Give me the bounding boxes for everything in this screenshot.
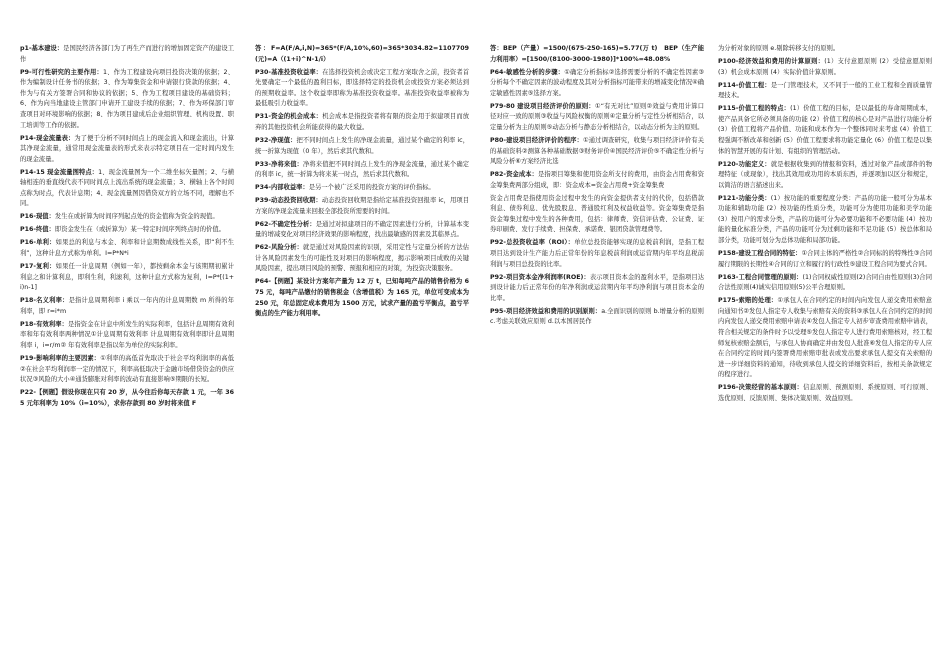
entry-paragraph bbox=[20, 168, 234, 210]
text-column-3 bbox=[490, 44, 704, 330]
entry-term: P32-净现值： bbox=[255, 136, 297, 144]
entry-body: ①确定分析指标②选择需要分析的不确定性因素③分析每个不确定因素的波动程度及其对分析指标可能带来的增减变化情况④确定敏感性因素⑤选择方案。 bbox=[490, 68, 704, 97]
entry-paragraph bbox=[255, 220, 469, 241]
entry-term: P92-总投资收益率（ROI）： bbox=[490, 239, 575, 247]
entry-body: 就是根据收集到的情报和资料，透过对象产品或部件的物理特征（或现象），找出其效用或功用的本质东西，并逐项加以区分和规定，以简洁的语言描述出来。 bbox=[718, 160, 933, 189]
entry-body: ①承包人在合同约定的时间内向发包人递交费用索赔意向通知书②发包人指定专人收集与索赔有关的资料③承包人在合同约定的时间内向发包人递交费用索赔申请表④发包人指定专人初步审查费用索赔申请表，符合相关规定的条件时予以受理⑤发包人指定专人进行费用索赔核对，经工程师复核索赔金额后，与承包人协商确定并由发包人批准⑥发包人指定的专人应在合同约定的时间内签署费用索赔审批表或发出要求承包人提交有关索赔的进一步详细资料的通知，待收到承包人提交的详细资料后，按相关条款规定的程序进行。 bbox=[718, 297, 932, 379]
entry-term: P64-敏感性分析的步骤： bbox=[490, 68, 565, 76]
entry-term: p1-基本建设： bbox=[20, 45, 64, 52]
text-column-4 bbox=[718, 44, 932, 407]
entry-body: 是通过对拟建项目的不确定因素进行分析，计算基本变量的增减变化对项目经济效果的影响程度，找出最敏感的因素及其临界点。 bbox=[255, 220, 469, 239]
entry-term: P14-现金流量表： bbox=[20, 134, 75, 142]
entry-paragraph bbox=[490, 273, 704, 305]
entry-paragraph bbox=[255, 160, 469, 181]
entry-body: 资金占用费是指使用资金过程中发生的向资金提供者支付的代价，包括借款利息、债券利息、优先股股息、普通股红利及权益收益等。资金筹集费是指资金筹集过程中发生的各种费用，包括：律师费、资信评估费、公证费、证券印刷费、发行手续费、担保费、承诺费、银团贷款管理费等。 bbox=[490, 194, 704, 234]
entry-body: 为分析对象的原则 e.剔除转移支付的原则。 bbox=[718, 45, 840, 52]
entry-term: 答：F=A(F/A,i,N)=365*(F/A,10%,60)=365*3034.82=1107709(元)=A（(1+i)^N-1/i） bbox=[255, 45, 469, 63]
entry-term: P9-可行性研究的主要作用： bbox=[20, 68, 103, 76]
entry-paragraph bbox=[490, 44, 704, 65]
entry-body: ①“有无对比”原则②效益与费用计算口径对应一致的原则③收益与风险权衡的原则④定量分析与定性分析相结合，以定量分析为主的原则⑤动态分析与静态分析相结合，以动态分析为主的原则。 bbox=[490, 102, 704, 131]
entry-body: 是指计息周期利率 i 乘以一年内的计息周期数 m 所得的年利率，即 r=i*m bbox=[20, 297, 235, 315]
entry-body: 是指资金在计息中所发生的实际利率，包括计息周期有效利率和年有效利率两种情况①计息周期有效利率 计息周期有效利率即计息周期利率 i，i=r/m② 年有效利率是指以年为单位的实际利率。 bbox=[20, 320, 235, 349]
entry-paragraph bbox=[20, 238, 234, 259]
entry-term: P18-有效利率： bbox=[20, 320, 69, 328]
entry-body: ①利率的高低首先取决于社会平均利润率的高低②在社会平均利润率一定的情况下，利率高低取决于金融市场借贷资金的供应状况③风险的大小④通货膨胀对利率的波动有直接影响⑤期限的长短。 bbox=[20, 354, 234, 384]
entry-paragraph bbox=[490, 238, 704, 270]
entry-body: (1）价值工程的目标，是以最低的寿命周期成本，使产品具备它所必须具备的功能 (2）价值工程的核心是对产品进行功能分析 (3）价值工程将产品价值、功能和成本作为一个整体同时来考虑 (4）价值工程强调不断改革和创新 (5）价值工程要求将功能定量化 (6）价值工程是以集体的智慧开展的有计划、有组织的管理活动。 bbox=[718, 105, 933, 155]
entry-body: 信息原则、预测原则、系统原则、可行原则、选优原则、反馈原则、集体决策原则、效益原则。 bbox=[718, 384, 933, 402]
entry-paragraph bbox=[20, 44, 234, 65]
entry-body: 表示项目资本金的盈利水平，是指项目达到设计能力后正常年份的年净利润或运营期内年平均净利润与项目资本金的比率。 bbox=[490, 273, 704, 302]
entry-term: P31-资金的机会成本： bbox=[255, 113, 323, 121]
entry-body: 是指项目筹集和使用资金所支付的费用，由资金占用费和资金筹集费两部分组成，即：资金成本=资金占用费+资金筹集费 bbox=[490, 171, 705, 189]
entry-paragraph bbox=[490, 68, 704, 100]
entry-paragraph bbox=[718, 273, 932, 294]
entry-body: (1）支付意愿原则 (2）受偿意愿原则 (3）机会成本原则 (4）实际价值计算原则。 bbox=[718, 57, 932, 76]
entry-body: 动态投资回收期是指给定基准投资回报率 ic，用项目方案的净现金流量来回报全部投资所需要的时间。 bbox=[255, 197, 469, 215]
entry-term: P34-内部收益率： bbox=[255, 184, 309, 192]
entry-term: P22-【例题】假设你现在只有 20 岁，从今往后你每天存款 1 元，一年 365 元年利率为 10%（i=10%），求你存款到 80 岁时将来值 F bbox=[20, 389, 234, 407]
entry-body: 如果总的利息与本金、利率和计息期数成线性关系，即“利不生利”，这种计息方式称为单利。I=P*N*i bbox=[20, 239, 234, 258]
entry-term: P120-功能定义： bbox=[718, 160, 771, 168]
entry-term: P18-名义利率： bbox=[20, 297, 69, 305]
entry-term: P163-工程合同管理的原则： bbox=[718, 273, 803, 281]
entry-paragraph bbox=[718, 296, 932, 381]
entry-paragraph bbox=[718, 104, 932, 157]
entry-term: P80-建设项目经济评价的程序： bbox=[490, 136, 583, 144]
entry-body: 发生在或折算为时间序列起点处的资金值称为资金的现值。 bbox=[54, 213, 219, 221]
entry-paragraph bbox=[718, 57, 932, 78]
entry-paragraph bbox=[20, 388, 234, 409]
entry-paragraph bbox=[718, 383, 932, 404]
entry-paragraph bbox=[255, 243, 469, 275]
entry-body: 即资金发生在（或折算为）某一特定时间序列终点时的价值。 bbox=[54, 226, 225, 234]
entry-term: P19-影响利率的主要因素： bbox=[20, 354, 101, 362]
entry-term: P62-风险分析： bbox=[255, 244, 304, 252]
entry-term: P62-不确定性分析： bbox=[255, 220, 316, 228]
entry-body: 是国民经济各部门为了再生产而进行的增加固定资产的建设工作 bbox=[20, 45, 234, 63]
entry-paragraph bbox=[20, 296, 234, 317]
entry-body: 如果任一计息周期（例如一年），都按剩余本金与该期期初累计利息之和计算利息，即利生利，利滚利，这种计息方式称为复利，I=P*[(1+i)n-1] bbox=[20, 263, 234, 292]
entry-paragraph bbox=[490, 307, 704, 328]
entry-body: 是另一个被广泛采用的投资方案的评价指标。 bbox=[308, 184, 435, 192]
entry-body: 把不同时间点上发生的净现金流量，通过某个确定的利率 ic，统一折算为现值（0 年），然后求其代数和。 bbox=[255, 136, 469, 155]
entry-body: ①通过调查研究，收集与项目经济评价有关的基础资料②测算各种基础数据③财务评价④国民经济评价⑤不确定性分析与风险分析⑥方案经济比选 bbox=[490, 136, 704, 166]
text-column-1 bbox=[20, 44, 234, 412]
entry-term: P121-功能分类： bbox=[718, 194, 771, 202]
entry-term: P79-80 建设项目经济评价的原则： bbox=[490, 102, 595, 110]
entry-term: P16-终值： bbox=[20, 226, 55, 234]
entry-term: P100-经济效益和费用的计算原则： bbox=[718, 57, 825, 65]
entry-paragraph bbox=[20, 262, 234, 294]
entry-term: P14-15 现金流量图特点： bbox=[20, 168, 99, 176]
entry-paragraph bbox=[490, 170, 704, 191]
entry-paragraph bbox=[20, 68, 234, 132]
entry-paragraph bbox=[20, 225, 234, 236]
entry-term: P95-项目经济效益和费用的识别原则： bbox=[490, 307, 602, 315]
entry-term: P17-复利： bbox=[20, 263, 56, 271]
entry-term: P196-决策经营的基本原则： bbox=[718, 384, 804, 392]
entry-term: P33-净将来值： bbox=[255, 160, 304, 168]
entry-term: P39-动态投资回收期： bbox=[255, 197, 322, 205]
entry-term: P82-资金成本： bbox=[490, 171, 539, 179]
text-column-2 bbox=[255, 44, 469, 322]
entry-term: P16-现值： bbox=[20, 213, 55, 221]
entry-body: (1)合同权威性原则(2)合同自由性原则(3)合同合法性原则(4)诚实信用原则(5)公平合理原则。 bbox=[718, 273, 933, 292]
entry-term: P64-【例题】某设计方案年产量为 12 万 t，已知每吨产品的销售价格为 675 元，每吨产品缴付的销售税金（含增值税）为 165 元，单位可变成本为 250 元，年总固定成本费用为 1500 万元，试求产量的盈亏平衡点，盈亏平衡点的生产能力利用率。 bbox=[255, 278, 469, 318]
entry-body: 在选择投资机会或决定工程方案取舍之前，投资者首先要确定一个最低的盈利目标，即选择特定的投资机会或投资方案必须达到的预期收益率。这个收益率即称为基准投资收益率。基准投资收益率被称为最低吸引力收益率。 bbox=[255, 68, 470, 108]
entry-term: P158-建设工程合同的特征： bbox=[718, 250, 802, 258]
entry-paragraph bbox=[255, 112, 469, 133]
entry-body: 就是通过对风险因素的识别，采用定性与定量分析的方法估计各风险因素发生的可能性及对项目的影响程度，揭示影响项目成败的关键风险因素，提出项目风险的预警、预报和相应的对策，为投资决策服务。 bbox=[255, 244, 470, 273]
entry-paragraph bbox=[255, 136, 469, 157]
entry-body: a.全面识别的原则 b.增量分析的原则 c.考虑关联效应原则 d.以本国居民作 bbox=[490, 307, 704, 326]
entry-paragraph bbox=[490, 194, 704, 236]
entry-paragraph bbox=[718, 160, 932, 192]
entry-paragraph bbox=[255, 196, 469, 217]
entry-paragraph bbox=[255, 68, 469, 110]
entry-body: ①合同主体的严格性②合同标的的特殊性③合同履行期限的长期性④合同的订立和履行的行政性⑤建设工程合同为要式合同。 bbox=[718, 250, 933, 268]
entry-paragraph bbox=[490, 102, 704, 134]
entry-term: P16-单利： bbox=[20, 239, 56, 247]
entry-term: P175-索赔的处理： bbox=[718, 297, 778, 305]
entry-paragraph bbox=[20, 134, 234, 166]
entry-body: 为了便于分析不同时间点上的现金流入和现金流出，计算其净现金流量，通常用现金流量表的形式来表示特定项目在一定时间内发生的现金流量。 bbox=[20, 134, 234, 163]
entry-term: P30-基准投资收益率： bbox=[255, 68, 323, 76]
entry-term: 答：BEP（产量）=1500/(675-250-165)=5.77(万 t) BEP（生产能力利用率）=[1500/(8100-3000-1980)]*100%=48.08% bbox=[490, 45, 704, 63]
entry-term: P92-项目资本金净利润率(ROE)： bbox=[490, 273, 590, 281]
entry-paragraph bbox=[490, 136, 704, 168]
entry-paragraph bbox=[255, 183, 469, 194]
entry-paragraph bbox=[718, 81, 932, 102]
entry-body: 1、作为工程建设向项目投资决策的依据；2、作为编制设计任务书的依据；3、作为筹集资金和申请银行贷款的依据；4、作为与有关方签署合同和协议的依据；5、作为工程项目建设的基础资料；6、作为向当地建设主管部门申请开工建设手续的依据；7、作为环保部门审查项目对环境影响的依据；8、作为项目建成后企业组织管理、机构设置、职工培训等工作的依据。 bbox=[20, 68, 234, 129]
entry-paragraph bbox=[20, 212, 234, 223]
entry-body: 机会成本是指投资者将有限的资金用于拟建项目而放弃的其他投资机会所能获得的最大收益。 bbox=[255, 113, 470, 131]
entry-paragraph bbox=[255, 44, 469, 65]
entry-body: 1、现金流量图为一个二维坐标矢量图；2、与横轴相连的垂直线代表不同时间点上流出系统的现金流量；3、横轴上各个时间点称为时点，代表计息期；4、现金流量图因借贷双方的立场不同，理解也不同。 bbox=[20, 168, 234, 208]
entry-term: P115-价值工程的特点： bbox=[718, 105, 791, 113]
entry-paragraph bbox=[718, 44, 932, 55]
entry-paragraph bbox=[20, 354, 234, 386]
entry-body: 是一门管理技术，又不同于一般的工业工程和全面质量管理技术。 bbox=[718, 81, 933, 100]
entry-term: P114-价值工程： bbox=[718, 81, 771, 89]
entry-paragraph bbox=[718, 194, 932, 247]
entry-paragraph bbox=[20, 320, 234, 352]
entry-paragraph bbox=[718, 249, 932, 270]
entry-body: 单位总投资能够实现的息税前利润，是指工程项目达到设计生产能力后正常年份的年息税前利润或运营期内年平均息税前利润与项目总投资的比率。 bbox=[490, 239, 705, 268]
entry-body: 净将来值把不同时间点上发生的净现金流量，通过某个确定的利率 ic，统一折算为将来某一时点，然后求其代数和。 bbox=[255, 160, 470, 179]
entry-paragraph bbox=[255, 277, 469, 319]
entry-body: (1）按功能的重要程度分类：产品的功能一般可分为基本功能和辅助功能 (2）按功能的性质分类，功能可分为使用功能和美学功能 (3）按用户的需求分类，产品的功能可分为必要功能和不必要功能 (4）按功能的量化标准分类，产品的功能可分为过剩功能和不足功能 (5）按总体和局部分类，功能可划分为总体功能和局部功能。 bbox=[718, 194, 933, 245]
